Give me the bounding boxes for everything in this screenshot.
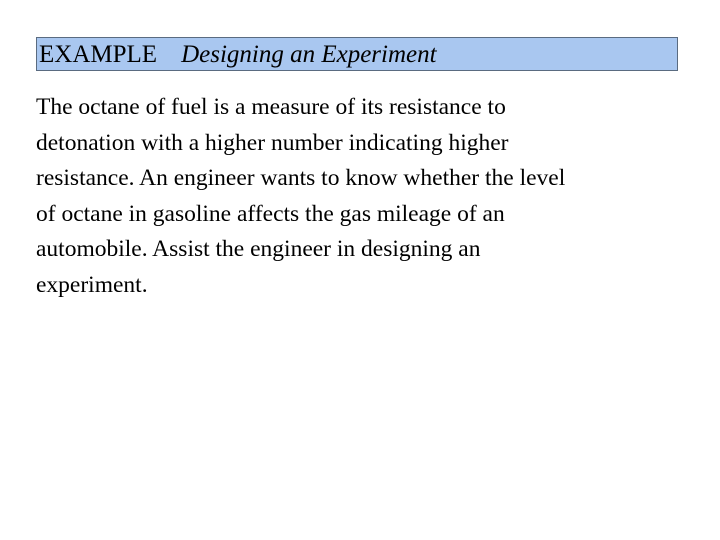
title-topic: Designing an Experiment xyxy=(181,40,437,68)
body-line: detonation with a higher number indicating higher xyxy=(36,129,509,156)
slide-body-text xyxy=(36,90,696,303)
body-line: resistance. An engineer wants to know whether the level xyxy=(36,165,566,191)
body-line: of octane in gasoline affects the gas mileage of an xyxy=(36,200,505,227)
body-line: automobile. Assist the engineer in designing an xyxy=(36,236,481,262)
body-line: experiment. xyxy=(36,271,148,298)
body-line: The octane of fuel is a measure of its resistance to xyxy=(36,94,506,120)
slide-title-bar xyxy=(36,37,678,71)
title-label: EXAMPLE xyxy=(39,40,158,68)
